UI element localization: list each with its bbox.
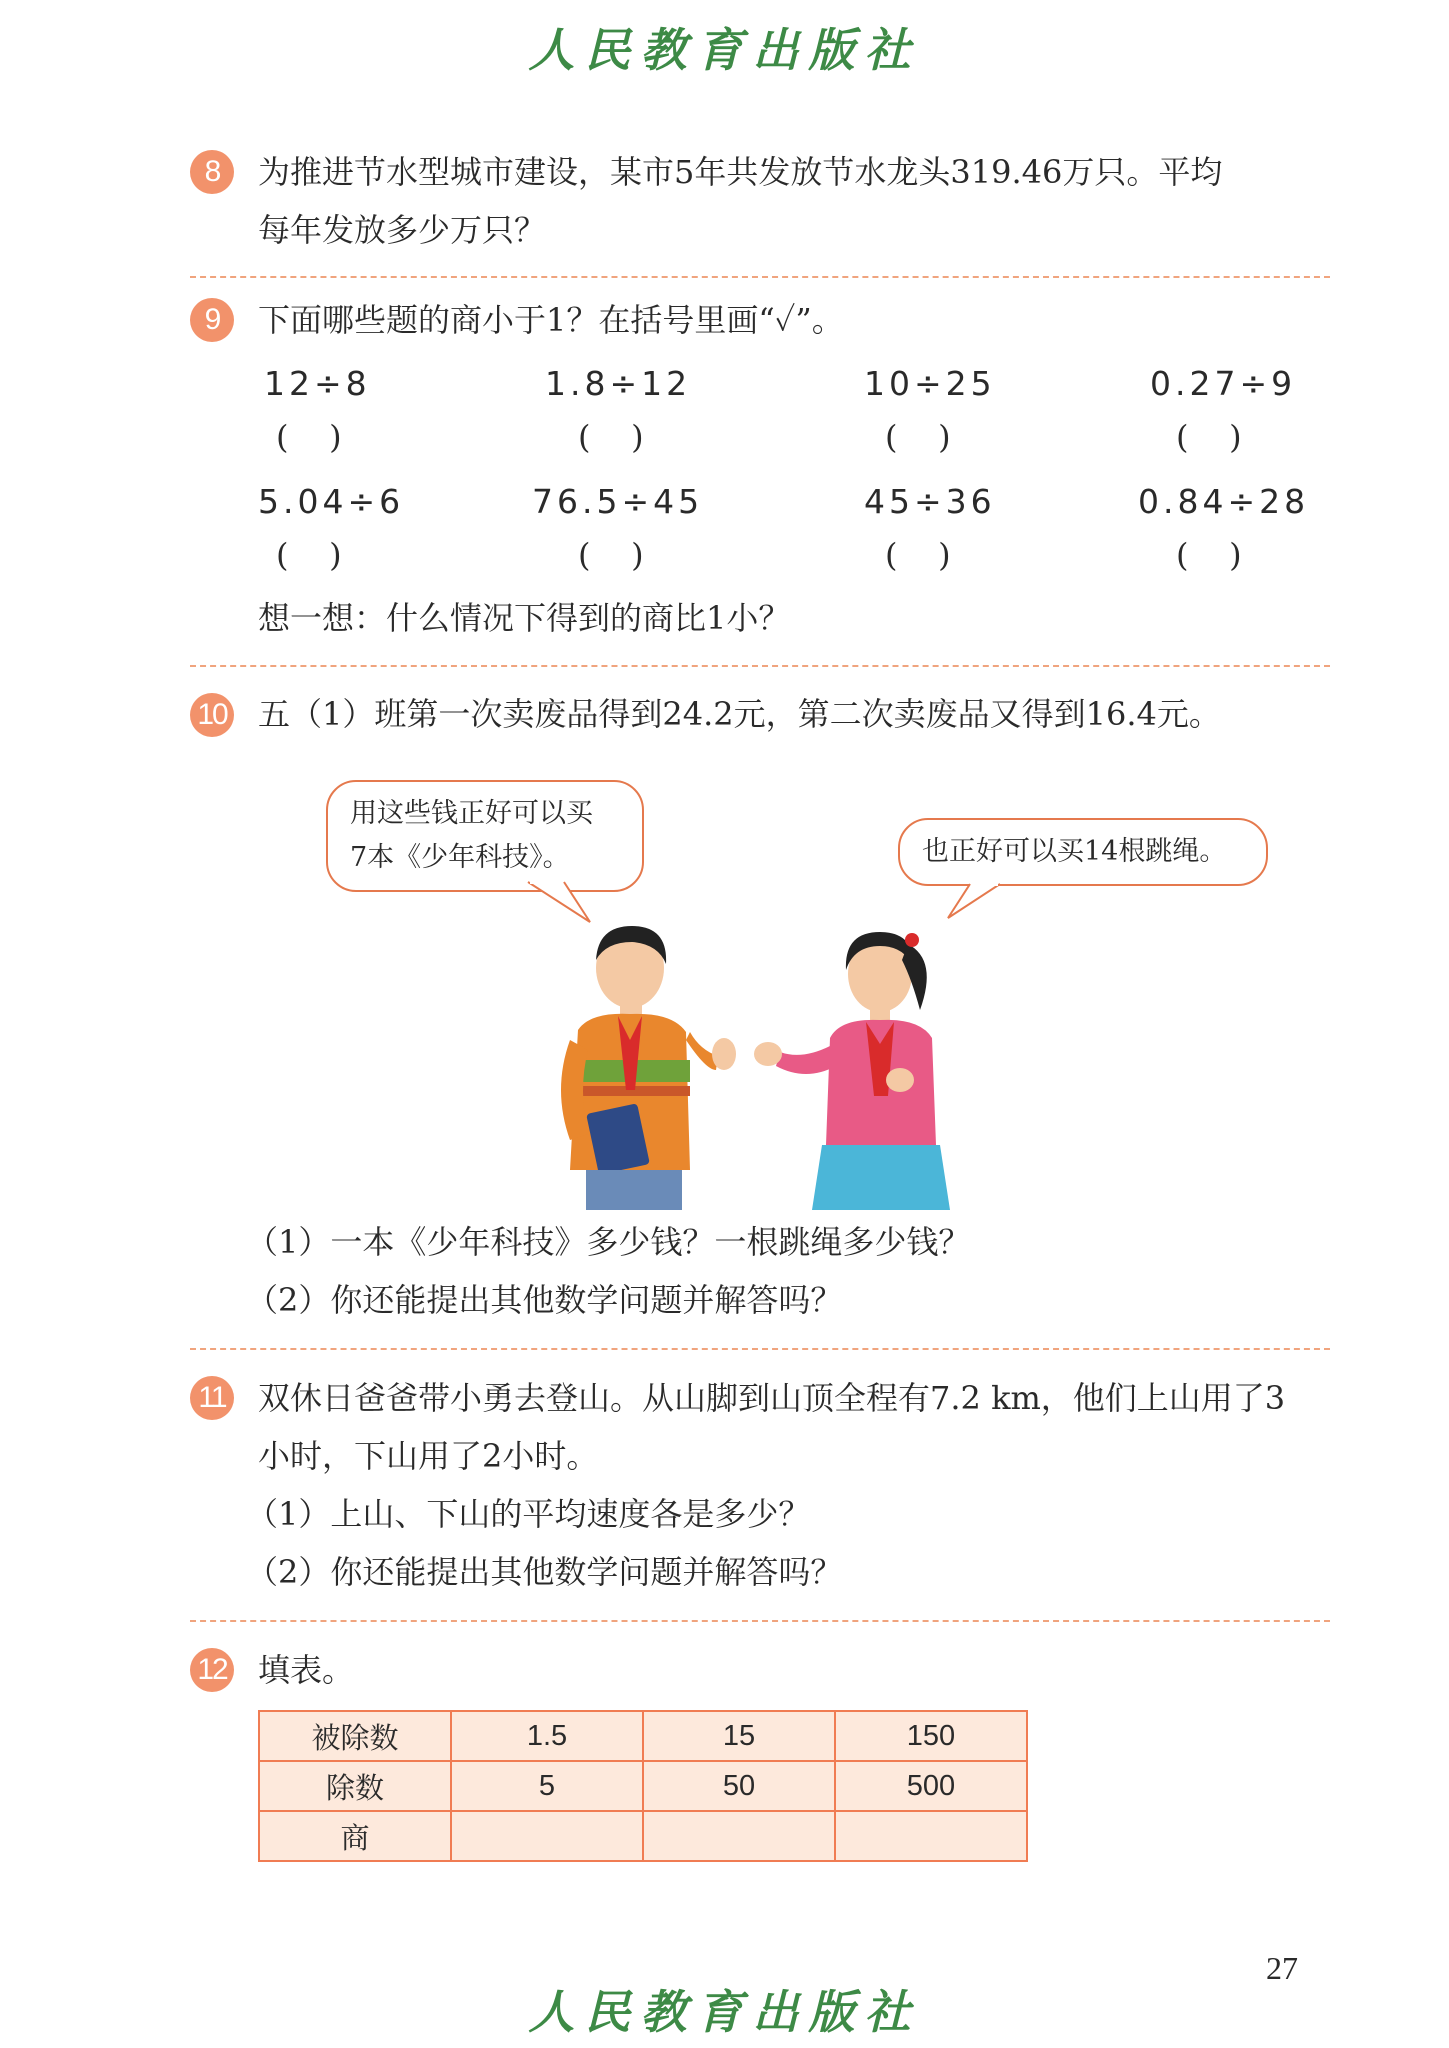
table-answer-cell[interactable] [451, 1811, 643, 1861]
expression: 0.27÷9 [1150, 364, 1297, 403]
problem-11-text-line2: 小时，下山用了2小时。 [258, 1437, 599, 1475]
problem-number-11: 11 [190, 1376, 234, 1420]
expression: 12÷8 [264, 364, 371, 403]
problem-10-question-2: （2）你还能提出其他数学问题并解答吗？ [246, 1281, 843, 1319]
expression: 10÷25 [864, 364, 996, 403]
problem-11-question-1: （1）上山、下山的平均速度各是多少？ [246, 1495, 811, 1533]
expression: 1.8÷12 [545, 364, 692, 403]
publisher-watermark-bottom: 人民教育出版社 [528, 1985, 921, 2039]
children-illustration [540, 920, 1000, 1210]
table-row-dividend [259, 1711, 1027, 1761]
speech-bubble-girl [898, 818, 1268, 886]
answer-parentheses[interactable]: ( ) [276, 536, 342, 574]
boy-figure [561, 926, 736, 1210]
problem-number-12: 12 [190, 1648, 234, 1692]
section-divider [190, 276, 1330, 278]
bubble-girl-line: 也正好可以买14根跳绳。 [922, 836, 1227, 867]
division-table [258, 1710, 1028, 1862]
expression: 0.84÷28 [1138, 482, 1310, 521]
table-header-quotient: 商 [259, 1811, 451, 1861]
expression: 76.5÷45 [532, 482, 704, 521]
section-divider [190, 1348, 1330, 1350]
publisher-watermark-top: 人民教育出版社 [528, 23, 921, 77]
problem-11-text-line1: 双休日爸爸带小勇去登山。从山脚到山顶全程有7.2 km，他们上山用了3 [258, 1379, 1286, 1417]
table-header-divisor: 除数 [259, 1761, 451, 1811]
table-cell: 150 [835, 1711, 1027, 1761]
section-divider [190, 1620, 1330, 1622]
problem-12-prompt: 填表。 [258, 1651, 355, 1689]
table-row-quotient [259, 1811, 1027, 1861]
expression: 5.04÷6 [258, 482, 405, 521]
table-header-dividend: 被除数 [259, 1711, 451, 1761]
answer-parentheses[interactable]: ( ) [1176, 536, 1242, 574]
problem-8-text-line2: 每年发放多少万只？ [258, 211, 547, 249]
bubble-boy-line1: 用这些钱正好可以买 [350, 798, 593, 829]
problem-10-text: 五（1）班第一次卖废品得到24.2元，第二次卖废品又得到16.4元。 [258, 695, 1221, 733]
answer-parentheses[interactable]: ( ) [578, 418, 644, 456]
section-divider [190, 665, 1330, 667]
answer-parentheses[interactable]: ( ) [578, 536, 644, 574]
problem-11-question-2: （2）你还能提出其他数学问题并解答吗？ [246, 1553, 843, 1591]
problem-number-8: 8 [190, 150, 234, 194]
bubble-tail-girl [940, 882, 1020, 922]
problem-9-prompt: 下面哪些题的商小于1？在括号里画“✓”。 [258, 301, 844, 339]
problem-10-question-1: （1）一本《少年科技》多少钱？一根跳绳多少钱？ [246, 1223, 971, 1261]
problem-9-think: 想一想：什么情况下得到的商比1小？ [258, 599, 791, 637]
table-cell: 15 [643, 1711, 835, 1761]
table-answer-cell[interactable] [643, 1811, 835, 1861]
table-answer-cell[interactable] [835, 1811, 1027, 1861]
table-cell: 50 [643, 1761, 835, 1811]
table-cell: 1.5 [451, 1711, 643, 1761]
girl-figure [754, 932, 950, 1210]
table-cell: 5 [451, 1761, 643, 1811]
page-number: 27 [1266, 1950, 1298, 1986]
table-row-divisor [259, 1761, 1027, 1811]
speech-bubble-boy [326, 780, 644, 892]
problem-number-10: 10 [190, 693, 234, 737]
answer-parentheses[interactable]: ( ) [885, 536, 951, 574]
expression: 45÷36 [864, 482, 996, 521]
problem-8-text-line1: 为推进节水型城市建设，某市5年共发放节水龙头319.46万只。平均 [258, 153, 1223, 191]
problem-number-9: 9 [190, 298, 234, 342]
answer-parentheses[interactable]: ( ) [1176, 418, 1242, 456]
table-cell: 500 [835, 1761, 1027, 1811]
bubble-boy-line2: 7本《少年科技》。 [350, 842, 570, 873]
answer-parentheses[interactable]: ( ) [276, 418, 342, 456]
answer-parentheses[interactable]: ( ) [885, 418, 951, 456]
